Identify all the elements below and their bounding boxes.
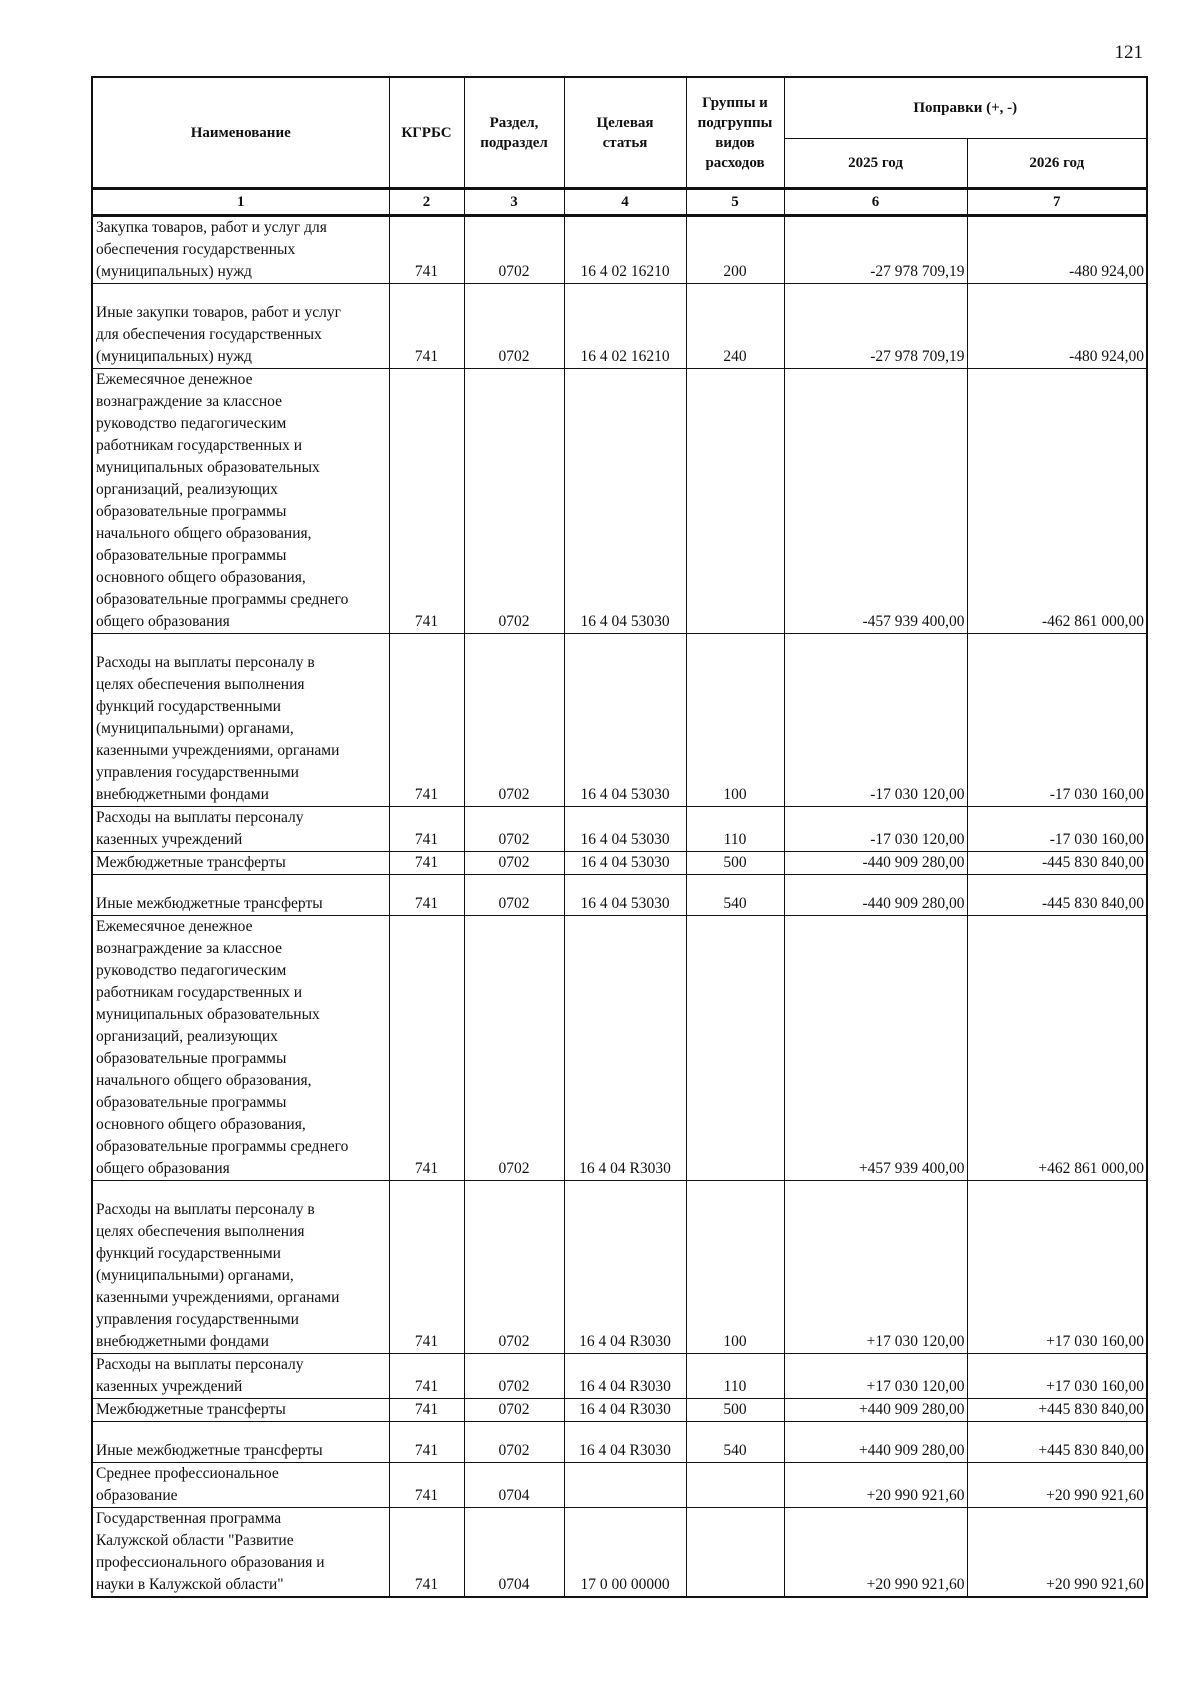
row-name-cell: Государственная программа Калужской области "Развитие профессионального образования и науки в Калужской области" [92,1508,389,1598]
expense-group-cell: 200 [686,216,784,284]
header-expense-groups: Группы и подгруппы видов расходов [686,77,784,189]
target-article-cell [564,1463,686,1508]
target-article-cell: 16 4 04 53030 [564,807,686,852]
amount-2026-cell: +445 830 840,00 [967,1422,1147,1463]
kgrbs-cell: 741 [389,634,464,807]
amount-2026-cell: +17 030 160,00 [967,1354,1147,1399]
section-cell: 0702 [464,1181,564,1354]
row-name-cell: Иные закупки товаров, работ и услуг для обеспечения государственных (муниципальных) нужд [92,284,389,369]
row-name-cell: Межбюджетные трансферты [92,1399,389,1422]
column-number: 4 [564,189,686,216]
target-article-cell: 16 4 04 R3030 [564,1422,686,1463]
row-name-cell: Иные межбюджетные трансферты [92,1422,389,1463]
target-article-cell: 16 4 04 R3030 [564,1354,686,1399]
amount-2026-cell: -17 030 160,00 [967,807,1147,852]
kgrbs-cell: 741 [389,1181,464,1354]
section-cell: 0704 [464,1508,564,1598]
table-row [92,634,1147,807]
section-cell: 0702 [464,1399,564,1422]
expense-group-cell: 540 [686,1422,784,1463]
expense-group-cell [686,1463,784,1508]
section-cell: 0702 [464,369,564,634]
section-cell: 0702 [464,284,564,369]
section-cell: 0702 [464,1354,564,1399]
row-name-cell: Расходы на выплаты персоналу казенных учреждений [92,807,389,852]
table-row [92,875,1147,916]
amount-2026-cell: +20 990 921,60 [967,1463,1147,1508]
expense-group-cell [686,369,784,634]
row-name-cell: Ежемесячное денежное вознаграждение за классное руководство педагогическим работникам государственных и муниципальных образовательных организаций, реализующих образовательные программы начального общего образования, образовательные программы основного общего образования, образовательные программы среднего общего образования [92,916,389,1181]
expense-group-cell [686,1508,784,1598]
target-article-cell: 16 4 04 R3030 [564,1399,686,1422]
row-name-cell: Иные межбюджетные трансферты [92,875,389,916]
amount-2026-cell: +20 990 921,60 [967,1508,1147,1598]
kgrbs-cell: 741 [389,875,464,916]
amount-2026-cell: -445 830 840,00 [967,875,1147,916]
amount-2025-cell: -27 978 709,19 [784,216,967,284]
expense-group-cell: 500 [686,1399,784,1422]
section-cell: 0702 [464,875,564,916]
row-name-cell: Расходы на выплаты персоналу в целях обеспечения выполнения функций государственными (муниципальными) органами, казенными учреждениями, органами управления государственными внебюджетными фондами [92,1181,389,1354]
table-row [92,1399,1147,1422]
expense-group-cell: 110 [686,1354,784,1399]
budget-amendments-table [91,76,1148,1598]
column-number: 6 [784,189,967,216]
target-article-cell: 16 4 04 R3030 [564,1181,686,1354]
target-article-cell: 16 4 04 53030 [564,852,686,875]
target-article-cell: 16 4 04 R3030 [564,916,686,1181]
amount-2025-cell: -17 030 120,00 [784,807,967,852]
section-cell: 0702 [464,852,564,875]
target-article-cell: 16 4 02 16210 [564,284,686,369]
kgrbs-cell: 741 [389,1422,464,1463]
expense-group-cell: 240 [686,284,784,369]
header-year-2025: 2025 год [784,139,967,189]
section-cell: 0702 [464,807,564,852]
column-numbers-row [92,189,1147,216]
amount-2026-cell: -445 830 840,00 [967,852,1147,875]
amount-2026-cell: +17 030 160,00 [967,1181,1147,1354]
amount-2025-cell: +17 030 120,00 [784,1354,967,1399]
expense-group-cell: 100 [686,1181,784,1354]
page-number: 121 [1114,42,1143,63]
header-section: Раздел, подраздел [464,77,564,189]
amount-2025-cell: -17 030 120,00 [784,634,967,807]
table-row [92,1508,1147,1598]
amount-2025-cell: +17 030 120,00 [784,1181,967,1354]
table-row [92,1463,1147,1508]
amount-2025-cell: +457 939 400,00 [784,916,967,1181]
kgrbs-cell: 741 [389,216,464,284]
column-number: 3 [464,189,564,216]
row-name-cell: Среднее профессиональное образование [92,1463,389,1508]
table-row [92,1422,1147,1463]
kgrbs-cell: 741 [389,1399,464,1422]
amount-2025-cell: +20 990 921,60 [784,1508,967,1598]
kgrbs-cell: 741 [389,1508,464,1598]
header-target-article: Целевая статья [564,77,686,189]
table-row [92,369,1147,634]
row-name-cell: Межбюджетные трансферты [92,852,389,875]
section-cell: 0704 [464,1463,564,1508]
section-cell: 0702 [464,216,564,284]
column-number: 5 [686,189,784,216]
amount-2025-cell: +440 909 280,00 [784,1422,967,1463]
column-number: 2 [389,189,464,216]
amount-2025-cell: +20 990 921,60 [784,1463,967,1508]
row-name-cell: Расходы на выплаты персоналу в целях обеспечения выполнения функций государственными (муниципальными) органами, казенными учреждениями, органами управления государственными внебюджетными фондами [92,634,389,807]
amount-2026-cell: -462 861 000,00 [967,369,1147,634]
kgrbs-cell: 741 [389,852,464,875]
column-number: 7 [967,189,1147,216]
table-row [92,1354,1147,1399]
header-kgrbs: КГРБС [389,77,464,189]
target-article-cell: 16 4 04 53030 [564,369,686,634]
table-row [92,852,1147,875]
target-article-cell: 17 0 00 00000 [564,1508,686,1598]
amount-2025-cell: -27 978 709,19 [784,284,967,369]
table-row [92,807,1147,852]
header-name: Наименование [92,77,389,189]
expense-group-cell: 540 [686,875,784,916]
kgrbs-cell: 741 [389,1463,464,1508]
section-cell: 0702 [464,634,564,807]
kgrbs-cell: 741 [389,284,464,369]
target-article-cell: 16 4 04 53030 [564,634,686,807]
row-name-cell: Ежемесячное денежное вознаграждение за классное руководство педагогическим работникам государственных и муниципальных образовательных организаций, реализующих образовательные программы начального общего образования, образовательные программы основного общего образования, образовательные программы среднего общего образования [92,369,389,634]
expense-group-cell: 500 [686,852,784,875]
table-row [92,1181,1147,1354]
expense-group-cell: 100 [686,634,784,807]
target-article-cell: 16 4 02 16210 [564,216,686,284]
expense-group-cell [686,916,784,1181]
kgrbs-cell: 741 [389,916,464,1181]
kgrbs-cell: 741 [389,369,464,634]
section-cell: 0702 [464,1422,564,1463]
amount-2025-cell: -440 909 280,00 [784,852,967,875]
amount-2026-cell: -480 924,00 [967,284,1147,369]
row-name-cell: Расходы на выплаты персоналу казенных учреждений [92,1354,389,1399]
header-year-2026: 2026 год [967,139,1147,189]
target-article-cell: 16 4 04 53030 [564,875,686,916]
expense-group-cell: 110 [686,807,784,852]
amount-2026-cell: -480 924,00 [967,216,1147,284]
amount-2025-cell: -440 909 280,00 [784,875,967,916]
kgrbs-cell: 741 [389,1354,464,1399]
amount-2025-cell: -457 939 400,00 [784,369,967,634]
table-row [92,284,1147,369]
column-number: 1 [92,189,389,216]
amount-2026-cell: -17 030 160,00 [967,634,1147,807]
section-cell: 0702 [464,916,564,1181]
table-row [92,216,1147,284]
kgrbs-cell: 741 [389,807,464,852]
row-name-cell: Закупка товаров, работ и услуг для обеспечения государственных (муниципальных) нужд [92,216,389,284]
amount-2026-cell: +462 861 000,00 [967,916,1147,1181]
table-row [92,916,1147,1181]
header-amendments: Поправки (+, -) [784,77,1147,139]
amount-2025-cell: +440 909 280,00 [784,1399,967,1422]
amount-2026-cell: +445 830 840,00 [967,1399,1147,1422]
